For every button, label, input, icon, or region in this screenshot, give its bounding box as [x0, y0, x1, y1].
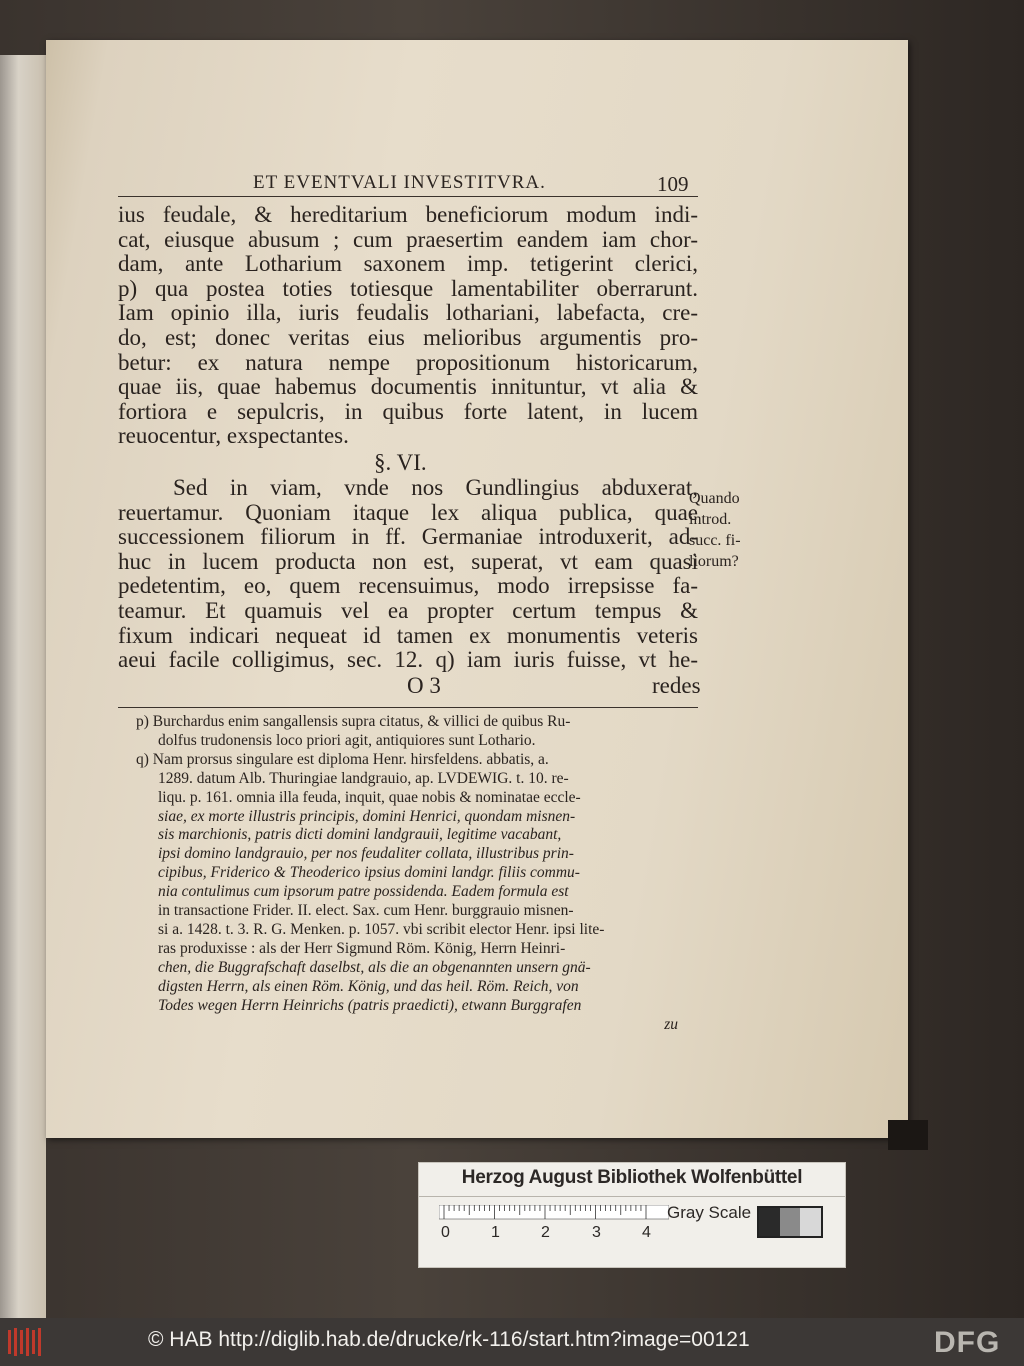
scale-number: 3	[592, 1224, 601, 1239]
scale-number: 2	[541, 1224, 550, 1239]
viewer-footer	[0, 1318, 1024, 1366]
gray-scale-label: Gray Scale	[667, 1203, 752, 1222]
text-line: Iam opinio illa, iuris feudalis lothariani, labefacta, cre-	[118, 301, 698, 326]
scale-number: 0	[441, 1224, 450, 1239]
previous-page-edge	[0, 55, 46, 1318]
page-shadow	[888, 1120, 928, 1150]
text-line: fixum indicari nequeat id tamen ex monumentis veteris	[118, 623, 698, 648]
footnote-line: p) Burchardus enim sangallensis supra citatus, & villici de quibus Ru-	[136, 713, 571, 730]
margin-note-line: liorum?	[689, 553, 739, 570]
text-line: fortiora e sepulcris, in quibus forte latent, in lucem	[118, 399, 698, 424]
footnote-line: si a. 1428. t. 3. R. G. Menken. p. 1057. vbi scribit elector Henr. ipsi lite-	[158, 920, 605, 938]
footnote-line: siae, ex morte illustris principis, domini Henrici, quondam misnen-	[158, 807, 576, 825]
catchword: redes	[652, 673, 701, 698]
footnote-line: zu	[664, 1015, 678, 1033]
text-line: do, est; donec veritas eius melioribus argumentis pro-	[118, 325, 698, 350]
footnote-line: ipsi domino landgrauio, per nos feudaliter collata, illustribus prin-	[158, 845, 574, 863]
paragraph-1	[118, 203, 698, 449]
text-line: quae iis, quae habemus documentis innituntur, vt alia &	[118, 375, 698, 400]
text-line: successionem filiorum in ff. Germaniae introduxerit, ad-	[118, 525, 698, 550]
scale-number: 4	[642, 1224, 651, 1239]
text-line: dam, ante Lotharium saxonem imp. tetigerint clerici,	[118, 252, 698, 277]
margin-note	[689, 488, 779, 572]
library-scan-label	[418, 1162, 846, 1268]
footnote-line: ras produxisse : als der Herr Sigmund Röm. König, Herrn Heinri-	[158, 939, 566, 957]
signature-mark: O 3	[407, 673, 441, 698]
text-line: reuertamur. Quoniam itaque lex aliqua publica, quae	[118, 500, 698, 525]
text-line: p) qua postea toties totiesque lamentabiliter oberrarunt.	[118, 276, 698, 301]
text-line: pedetentim, eo, quem recensuimus, modo irrepsisse fa-	[118, 574, 698, 599]
paragraph-2	[118, 476, 698, 673]
margin-note-line: Quando	[689, 490, 740, 507]
text-line: cat, eiusque abusum ; cum praesertim eandem iam chor-	[118, 227, 698, 252]
scale-number: 1	[491, 1224, 500, 1239]
running-head: ET EVENTVALI INVESTITVRA.	[253, 172, 546, 193]
text-line: ius feudale, & hereditarium beneficiorum modum indi-	[118, 203, 698, 227]
footnote-line: Todes wegen Herrn Heinrichs (patris praedicti), etwann Burggrafen	[158, 996, 582, 1014]
footnote-line: liqu. p. 161. omnia illa feuda, inquit, quae nobis & nominatae eccle-	[158, 788, 581, 806]
footnote-line: dolfus trudonensis loco priori agit, antiquiores sunt Lothario.	[158, 731, 536, 749]
footnote-line: q) Nam prorsus singulare est diploma Henr. hirsfeldens. abbatis, a.	[136, 750, 549, 768]
gray-swatch	[780, 1208, 801, 1236]
measurement-scale	[439, 1205, 669, 1239]
footnote-line: chen, die Buggrafschaft daselbst, als die an obgenannten unsern gnä-	[158, 958, 591, 976]
footnote-line: sis marchionis, patris dicti domini landgrauii, legitime vacabant,	[158, 826, 562, 844]
gray-swatch	[800, 1208, 821, 1236]
hab-logo-icon	[6, 1326, 46, 1358]
text-line: aeui facile colligimus, sec. 12. q) iam iuris fuisse, vt he-	[118, 648, 698, 673]
header-rule	[118, 196, 698, 197]
footnote-line: 1289. datum Alb. Thuringiae landgrauio, ap. LVDEWIG. t. 10. re-	[158, 769, 569, 787]
copyright-link[interactable]: © HAB http://diglib.hab.de/drucke/rk-116/start.htm?image=00121	[148, 1328, 750, 1351]
text-line: teamur. Et quamuis vel ea propter certum tempus &	[118, 598, 698, 623]
library-name: Herzog August Bibliothek Wolfenbüttel	[461, 1167, 803, 1188]
text-line: huc in lucem producta non est, superat, vt eam quasi	[118, 549, 698, 574]
page-number: 109	[657, 172, 689, 196]
text-line: Sed in viam, vnde nos Gundlingius abduxerat,	[173, 476, 698, 500]
text-line: reuocentur, exspectantes.	[118, 424, 349, 449]
footnotes	[136, 713, 684, 1034]
footnote-line: nia contulimus cum ipsorum patre possidenda. Eadem formula est	[158, 883, 569, 901]
text-line: betur: ex natura nempe propositionum historicarum,	[118, 350, 698, 375]
dfg-logo: DFG	[934, 1326, 1001, 1359]
section-heading: §. VI.	[374, 450, 427, 475]
footnote-rule	[118, 707, 698, 708]
gray-swatch	[759, 1208, 780, 1236]
gray-scale-swatches	[757, 1206, 823, 1238]
label-divider	[419, 1196, 845, 1197]
footnote-line: in transactione Frider. II. elect. Sax. cum Henr. burggrauio misnen-	[158, 902, 574, 920]
footnote-line: digsten Herrn, als einen Röm. König, und das heil. Röm. Reich, von	[158, 977, 579, 995]
margin-note-line: succ. fi-	[689, 532, 741, 549]
footnote-line: cipibus, Friderico & Theoderico ipsius domini landgr. filiis commu-	[158, 864, 580, 882]
margin-note-line: introd.	[689, 511, 732, 528]
